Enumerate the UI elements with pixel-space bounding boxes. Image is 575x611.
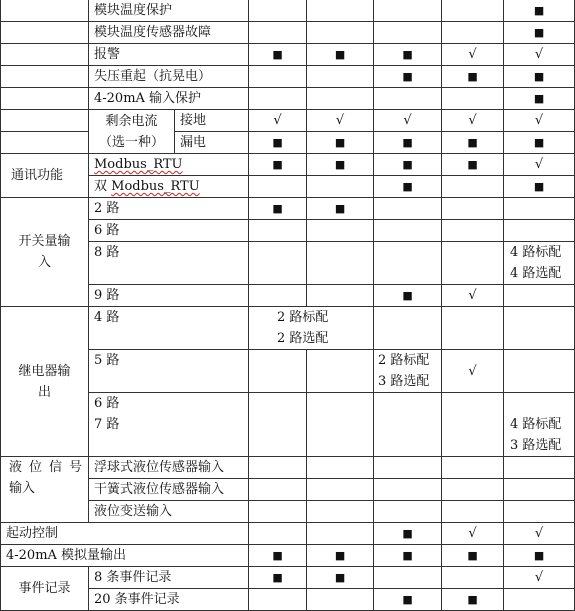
check-mark: √ [307, 110, 374, 132]
square-mark: ■ [307, 545, 374, 567]
comm-category: 通讯功能 [1, 154, 89, 198]
row-float-sensor [1, 457, 575, 479]
check-mark: √ [374, 110, 442, 132]
level-signal-category: 液 位 信 号 输入 [1, 457, 89, 523]
row-label: 起动控制 [1, 523, 249, 545]
residual-current-label: 剩余电流 （选一种） [89, 110, 175, 154]
square-mark: ■ [374, 154, 442, 176]
row-undervoltage [1, 66, 575, 88]
square-mark: ■ [374, 132, 442, 154]
row-label: 20 条事件记录 [89, 589, 249, 611]
check-mark: √ [249, 110, 307, 132]
square-mark: ■ [504, 545, 575, 567]
row-label: 8 条事件记录 [89, 567, 249, 589]
row-label: 6 路 7 路 [89, 393, 249, 457]
row-temp-protect [1, 0, 575, 22]
row-label: 4-20mA 输入保护 [89, 88, 249, 110]
square-mark: ■ [249, 567, 307, 589]
check-mark: √ [442, 350, 504, 393]
square-mark: ■ [504, 66, 575, 88]
check-mark: √ [442, 285, 504, 307]
row-analog-out [1, 545, 575, 567]
square-mark: ■ [307, 567, 374, 589]
row-label: 4 路 [89, 307, 249, 350]
row-label: 液位变送输入 [89, 501, 249, 523]
row-residual-ground [1, 110, 575, 132]
row-input-protect [1, 88, 575, 110]
row-sw2 [1, 198, 575, 220]
row-label: 漏电 [175, 132, 249, 154]
switch-input-category: 开关量输 入 [1, 198, 89, 307]
row-start-ctrl [1, 523, 575, 545]
row-label: Modbus_RTU [89, 154, 249, 176]
row-label: 接地 [175, 110, 249, 132]
square-mark: ■ [504, 22, 575, 44]
row-label: 报警 [89, 44, 249, 66]
row-label: 5 路 [89, 350, 249, 393]
check-mark: √ [504, 154, 575, 176]
check-mark: √ [442, 44, 504, 66]
row-label: 浮球式液位传感器输入 [89, 457, 249, 479]
square-mark: ■ [307, 154, 374, 176]
square-mark: ■ [249, 198, 307, 220]
row-label: 干簧式液位传感器输入 [89, 479, 249, 501]
square-mark: ■ [374, 589, 442, 611]
square-mark: ■ [307, 198, 374, 220]
square-mark: ■ [374, 66, 442, 88]
check-mark: √ [442, 523, 504, 545]
row-residual-leakage [1, 132, 575, 154]
square-mark: ■ [504, 88, 575, 110]
square-mark: ■ [249, 545, 307, 567]
square-mark: ■ [249, 154, 307, 176]
square-mark: ■ [442, 66, 504, 88]
square-mark: ■ [442, 132, 504, 154]
row-label: 模块温度传感器故障 [89, 22, 249, 44]
square-mark: ■ [374, 545, 442, 567]
row-label: 6 路 [89, 220, 249, 242]
square-mark: ■ [504, 176, 575, 198]
row-label: 失压重起（抗晃电） [89, 66, 249, 88]
sw8-note: 4 路标配 4 路选配 [504, 242, 575, 285]
event-log-category: 事件记录 [1, 567, 89, 611]
square-mark: ■ [307, 44, 374, 66]
check-mark: √ [504, 567, 575, 589]
row-label: 双 Modbus_RTU [89, 176, 249, 198]
row-label: 9 路 [89, 285, 249, 307]
check-mark: √ [504, 523, 575, 545]
square-mark: ■ [442, 154, 504, 176]
row-label: 2 路 [89, 198, 249, 220]
square-mark: ■ [374, 176, 442, 198]
row-modbus [1, 154, 575, 176]
row-r4 [1, 307, 575, 350]
square-mark: ■ [374, 285, 442, 307]
square-mark: ■ [249, 44, 307, 66]
check-mark: √ [442, 110, 504, 132]
relay-output-category: 继电器输 出 [1, 307, 89, 457]
square-mark: ■ [249, 132, 307, 154]
r4-note: 2 路标配 2 路选配 [249, 307, 374, 350]
square-mark: ■ [307, 132, 374, 154]
row-label: 模块温度保护 [89, 0, 249, 22]
square-mark: ■ [374, 523, 442, 545]
square-mark: ■ [504, 0, 575, 22]
square-mark: ■ [442, 545, 504, 567]
check-mark: √ [504, 44, 575, 66]
r7-note: 4 路标配 3 路选配 [504, 393, 575, 457]
r5-note: 2 路标配 3 路选配 [374, 350, 442, 393]
square-mark: ■ [504, 132, 575, 154]
row-alarm [1, 44, 575, 66]
row-label: 8 路 [89, 242, 249, 285]
square-mark: ■ [374, 44, 442, 66]
row-temp-sensor-fault [1, 22, 575, 44]
square-mark: ■ [442, 589, 504, 611]
row-label: 4-20mA 模拟量输出 [1, 545, 249, 567]
row-ev8 [1, 567, 575, 589]
check-mark: √ [504, 110, 575, 132]
